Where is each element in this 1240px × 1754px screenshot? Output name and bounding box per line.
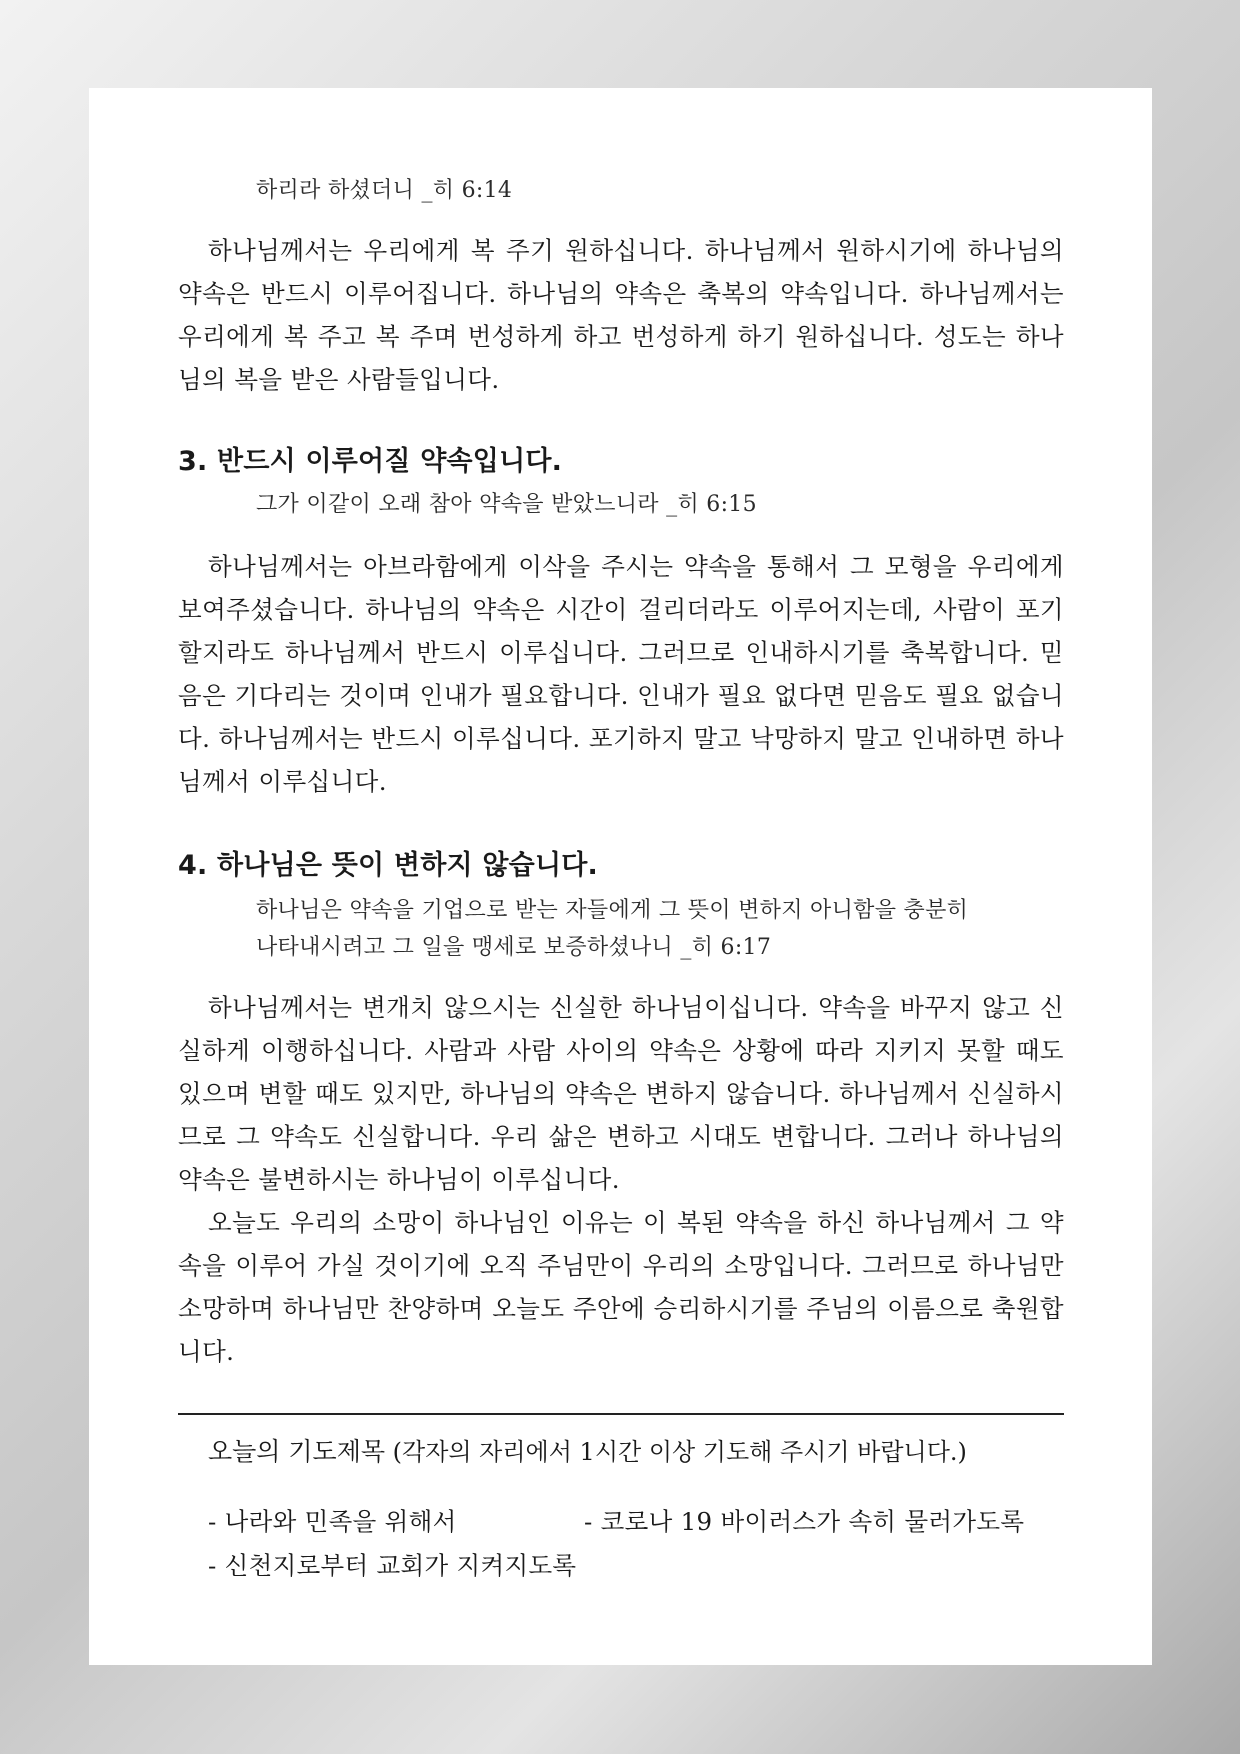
prayer-topics-title: 오늘의 기도제목 xyxy=(208,1437,385,1466)
document-page xyxy=(89,88,1152,1665)
section-heading-4: 4. 하나님은 뜻이 변하지 않습니다. xyxy=(178,850,598,881)
prayer-topics-subtitle: (각자의 자리에서 1시간 이상 기도해 주시기 바랍니다.) xyxy=(392,1438,967,1466)
paragraph-block xyxy=(178,545,1064,803)
paragraph-block xyxy=(178,229,1064,401)
prayer-item: - 코로나 19 바이러스가 속히 물러가도록 xyxy=(584,1507,1025,1536)
prayer-topics-box xyxy=(178,1413,1064,1583)
paragraph-block xyxy=(178,986,1064,1373)
scripture-quote-line: 나타내시려고 그 일을 맹세로 보증하셨나니 _히 6:17 xyxy=(256,935,772,960)
body-paragraph: 하나님께서는 변개치 않으시는 신실한 하나님이십니다. 약속을 바꾸지 않고 신실하게 이행하십니다. 사람과 사람 사이의 약속은 상황에 따라 지키지 못할 때도 있으며 변할 때도 있지만, 하나님의 약속은 변하지 않습니다. 하나님께서 신실하시므로 그 약속도 신실합니다. 우리 삶은 변하고 시대도 변합니다. 그러나 하나님의 약속은 불변하시는 하나님이 이루십니다. xyxy=(178,993,1064,1194)
body-paragraph: 하나님께서는 우리에게 복 주기 원하십니다. 하나님께서 원하시기에 하나님의 약속은 반드시 이루어집니다. 하나님의 약속은 축복의 약속입니다. 하나님께서는 우리에게 복 주고 복 주며 번성하게 하고 번성하게 하기 원하십니다. 성도는 하나님의 복을 받은 사람들입니다. xyxy=(178,236,1064,394)
prayer-item: - 나라와 민족을 위해서 xyxy=(208,1507,457,1536)
body-paragraph: 하나님께서는 아브라함에게 이삭을 주시는 약속을 통해서 그 모형을 우리에게 보여주셨습니다. 하나님의 약속은 시간이 걸리더라도 이루어지는데, 사람이 포기할지라도 하나님께서 반드시 이루십니다. 그러므로 인내하시기를 축복합니다. 믿음은 기다리는 것이며 인내가 필요합니다. 인내가 필요 없다면 믿음도 필요 없습니다. 하나님께서는 반드시 이루십니다. 포기하지 말고 낙망하지 말고 인내하면 하나님께서 이루십니다. xyxy=(178,552,1064,796)
scripture-quote-line: 하나님은 약속을 기업으로 받는 자들에게 그 뜻이 변하지 아니함을 충분히 xyxy=(256,898,969,923)
section-heading-3: 3. 반드시 이루어질 약속입니다. xyxy=(178,446,563,477)
prayer-topics-header xyxy=(208,1435,1064,1469)
prayer-item: - 신천지로부터 교회가 지켜지도록 xyxy=(208,1551,577,1580)
page-content xyxy=(178,166,1064,1583)
body-paragraph: 오늘도 우리의 소망이 하나님인 이유는 이 복된 약속을 하신 하나님께서 그 약속을 이루어 가실 것이기에 오직 주님만이 우리의 소망입니다. 그러므로 하나님만 소망하며 하나님만 찬양하며 오늘도 주안에 승리하시기를 주님의 이름으로 축원합니다. xyxy=(178,1208,1064,1366)
scripture-quote-4 xyxy=(256,892,1064,966)
scripture-quote-intro: 하리라 하셨더니 _히 6:14 xyxy=(256,178,513,203)
scripture-quote-3: 그가 이같이 오래 참아 약속을 받았느니라 _히 6:15 xyxy=(256,492,757,517)
prayer-topics-list xyxy=(208,1505,1064,1583)
